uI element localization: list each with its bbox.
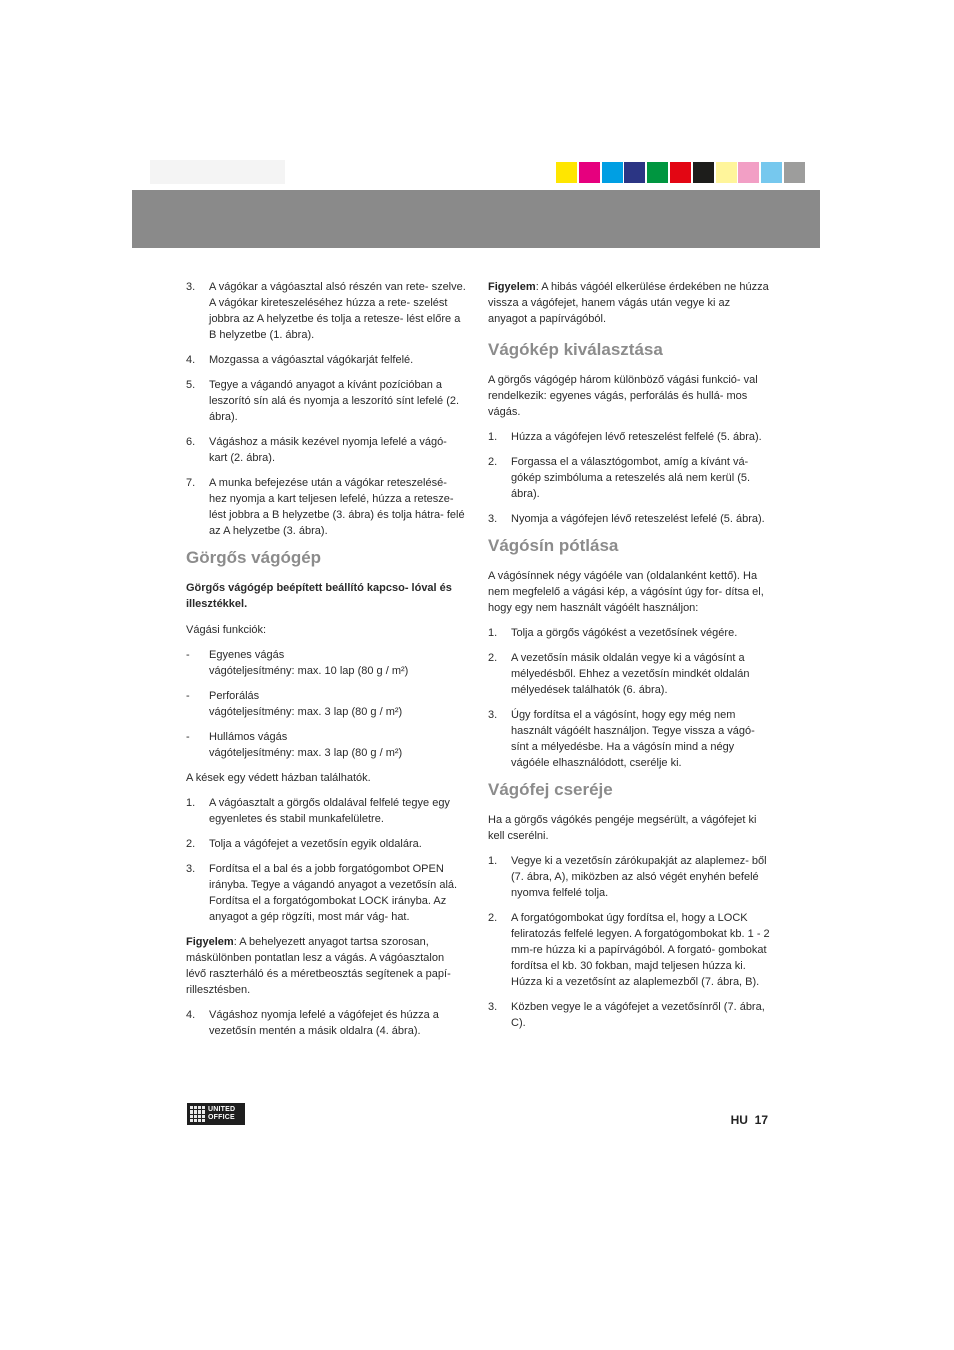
note-lead: Figyelem — [488, 281, 536, 293]
list-item — [488, 999, 770, 1031]
list-item-number: 2. — [488, 912, 498, 924]
function-spec: vágóteljesítmény: max. 3 lap (80 g / m²) — [209, 706, 403, 718]
list-item-text: A vágókar a vágóasztal alsó részén van rete- szelve. A vágókar kireteszeléséhez húzza a rete- szelést jobbra az A helyzetbe és tolja a retesze- lést előre a B helyzetbe (1. ábra). — [209, 281, 466, 341]
list-item-text: Fordítsa el a bal és a jobb forgatógombot OPEN irányba. Tegye a vágandó anyagot a vezetősín alá. Fordítsa el a forgatógombokat LOCK irányba. Az anyagot a gép rögzíti, most már vág- hat. — [209, 863, 458, 923]
header-registration-strip — [150, 160, 285, 184]
list-item-text: Úgy fordítsa el a vágósínt, hogy egy még nem használt vágóélt használjon. Tegye vissza a vágó- sínt a mélyedésbe. Ha a vágósín mind a négy vágóéle elhasználódott, cserélje ki. — [511, 709, 755, 769]
united-office-logo — [187, 1103, 245, 1125]
color-swatch — [602, 162, 623, 183]
list-item-number: 3. — [186, 281, 196, 293]
list-item — [186, 795, 466, 827]
left-column — [186, 279, 466, 1048]
color-swatch — [670, 162, 691, 183]
list-item-text: Húzza a vágófejen lévő reteszelést felfelé (5. ábra). — [511, 431, 762, 443]
function-name: Perforálás — [209, 690, 260, 702]
list-item-text: Tegye a vágandó anyagot a kívánt pozícióban a leszorító sín alá és nyomja a leszorító sínt lefelé (2. ábra). — [209, 379, 460, 423]
section-intro: Ha a görgős vágókés pengéje megsérült, a vágófejet ki kell cserélni. — [488, 814, 757, 842]
list-item-text: Forgassa el a választógombot, amíg a kívánt vá- gókép szimbóluma a reteszelés alá nem kerül (5. ábra). — [511, 456, 751, 500]
function-item — [186, 729, 466, 761]
right-column — [488, 279, 770, 1040]
color-swatch — [579, 162, 600, 183]
list-item-text: Vegye ki a vezetősín zárókupakját az alaplemez- ből (7. ábra, A), miközben az alsó végét enyhén befelé nyomva felfelé tolja. — [511, 855, 767, 899]
list-item — [488, 429, 770, 445]
list-item-number: 3. — [488, 513, 498, 525]
list-item-text: A vezetősín másik oldalán vegye ki a vágósínt a mélyedésből. Ehhez a vezetősín mindkét oldalán mélyedések találhatók (6. ábra). — [511, 652, 750, 696]
rail-steps — [488, 625, 770, 771]
dash-marker: - — [186, 731, 190, 743]
list-item-text: Tolja a görgős vágókést a vezetősínek végére. — [511, 627, 738, 639]
list-item-number: 3. — [186, 863, 196, 875]
steps-list-c — [186, 1007, 466, 1039]
list-item-number: 3. — [488, 1001, 498, 1013]
section-intro: A görgős vágógép három különböző vágási funkció- val rendelkezik: egyenes vágás, perforálás és hullá- mos vágás. — [488, 374, 758, 418]
note-paragraph-right — [488, 279, 770, 327]
list-item-number: 3. — [488, 709, 498, 721]
note-lead: Figyelem — [186, 936, 234, 948]
list-item — [488, 511, 770, 527]
page-number: HU 17 — [730, 1113, 768, 1127]
list-item-number: 7. — [186, 477, 196, 489]
section-heading-head: Vágófej cseréje — [488, 780, 613, 799]
color-swatch — [693, 162, 714, 183]
section-heading-pattern: Vágókép kiválasztása — [488, 340, 663, 359]
color-swatch — [716, 162, 737, 183]
list-item — [186, 434, 466, 466]
dash-marker: - — [186, 690, 190, 702]
steps-list-a — [186, 279, 466, 539]
note-text: : A hibás vágóél elkerülése érdekében ne húzza vissza a vágófejet, hanem vágás után vegye ki az anyagot a papírvágóból. — [488, 281, 769, 325]
list-item-number: 2. — [488, 456, 498, 468]
list-item — [488, 650, 770, 698]
list-item — [488, 625, 770, 641]
list-item-number: 4. — [186, 354, 196, 366]
color-calibration-bar — [556, 162, 807, 183]
color-swatch — [761, 162, 782, 183]
list-item-text: A munka befejezése után a vágókar reteszelésé- hez nyomja a kart teljesen lefelé, húzza a retesze- lést jobbra a B helyzetbe (3. ábra) és tolja hátra- felé az A helyzetbe (3. ábra). — [209, 477, 465, 537]
subheading: Görgős vágógép beépített beállító kapcso- lóval és illesztékkel. — [186, 582, 452, 610]
function-item — [186, 647, 466, 679]
logo-text: UNITED OFFICE — [208, 1106, 236, 1121]
section-heading-rail: Vágósín pótlása — [488, 536, 619, 555]
list-item-text: A forgatógombokat úgy fordítsa el, hogy a LOCK feliratozás felfelé legyen. A forgatógombokat kb. 1 - 2 mm-re húzza ki a papírvágóból. A forgató- gombokat fordítsa el kb. 30 fokban, majd teljesen húzza ki. Húzza ki a vezetősínt az alaplemezből (7. ábra, B). — [511, 912, 770, 988]
function-spec: vágóteljesítmény: max. 10 lap (80 g / m²) — [209, 665, 409, 677]
functions-list — [186, 647, 466, 761]
note-paragraph-left — [186, 934, 466, 998]
note-text: : A behelyezett anyagot tartsa szorosan, máskülönben pontatlan lesz a vágás. A vágóasztalon lévő raszterháló és a méretbeosztás segítenek a papí- rillesztésben. — [186, 936, 451, 996]
list-item — [186, 352, 466, 368]
section-heading-roller-cutter: Görgős vágógép — [186, 548, 322, 567]
list-item-text: Nyomja a vágófejen lévő reteszelést lefelé (5. ábra). — [511, 513, 765, 525]
functions-label: Vágási funkciók: — [186, 624, 267, 636]
color-swatch — [624, 162, 645, 183]
pattern-steps — [488, 429, 770, 527]
head-steps — [488, 853, 770, 1031]
list-item-text: Vágáshoz nyomja lefelé a vágófejet és húzza a vezetősín mentén a másik oldalra (4. ábra). — [209, 1009, 439, 1037]
list-item — [488, 454, 770, 502]
list-item — [186, 377, 466, 425]
section-intro: A vágósínnek négy vágóéle van (oldalanként kettő). Ha nem megfelelő a vágási kép, a vágósínt úgy for- dítsa el, hogy egy nem használt vágóélt használjon: — [488, 570, 764, 614]
list-item-text: Közben vegye le a vágófejet a vezetősínről (7. ábra, C). — [511, 1001, 765, 1029]
list-item-text: A vágóasztalt a görgős oldalával felfelé tegye egy egyenletes és stabil munkafelületre. — [209, 797, 450, 825]
dash-marker: - — [186, 649, 190, 661]
list-item — [186, 861, 466, 925]
color-swatch — [784, 162, 805, 183]
list-item — [186, 279, 466, 343]
list-item-text: Mozgassa a vágóasztal vágókarját felfelé. — [209, 354, 414, 366]
list-item-number: 5. — [186, 379, 196, 391]
knives-note: A kések egy védett házban találhatók. — [186, 772, 371, 784]
list-item — [186, 836, 466, 852]
header-band — [132, 190, 820, 248]
color-swatch — [738, 162, 759, 183]
color-swatch — [556, 162, 577, 183]
list-item — [186, 475, 466, 539]
list-item-number: 6. — [186, 436, 196, 448]
list-item — [488, 910, 770, 990]
list-item-number: 1. — [488, 855, 498, 867]
logo-grid-icon — [190, 1106, 205, 1122]
function-name: Egyenes vágás — [209, 649, 285, 661]
list-item-text: Tolja a vágófejet a vezetősín egyik oldalára. — [209, 838, 422, 850]
list-item-number: 4. — [186, 1009, 196, 1021]
list-item-text: Vágáshoz a másik kezével nyomja lefelé a vágó- kart (2. ábra). — [209, 436, 447, 464]
list-item — [186, 1007, 466, 1039]
list-item-number: 1. — [186, 797, 196, 809]
steps-list-b — [186, 795, 466, 925]
list-item-number: 2. — [186, 838, 196, 850]
function-spec: vágóteljesítmény: max. 3 lap (80 g / m²) — [209, 747, 403, 759]
function-name: Hullámos vágás — [209, 731, 288, 743]
list-item-number: 1. — [488, 627, 498, 639]
list-item-number: 2. — [488, 652, 498, 664]
list-item — [488, 853, 770, 901]
list-item-number: 1. — [488, 431, 498, 443]
list-item — [488, 707, 770, 771]
color-swatch — [647, 162, 668, 183]
function-item — [186, 688, 466, 720]
